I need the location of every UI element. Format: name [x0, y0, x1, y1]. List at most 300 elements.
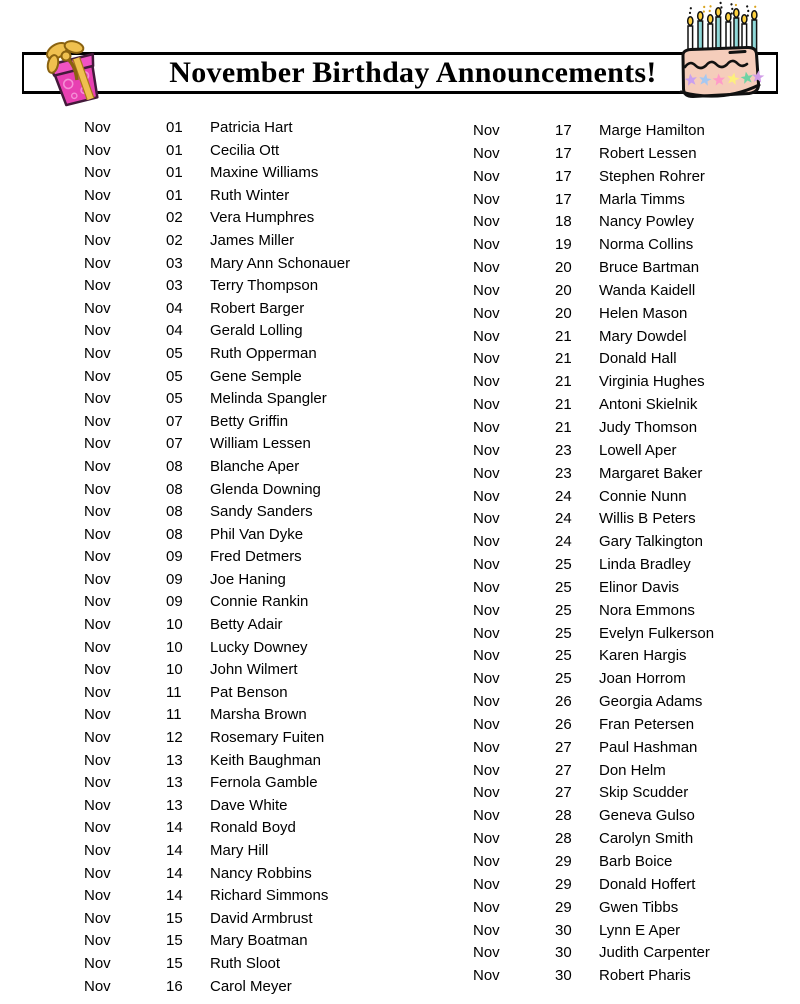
birthday-day: 08 [166, 503, 183, 521]
birthday-day: 18 [555, 213, 572, 231]
birthday-month: Nov [84, 774, 111, 792]
birthday-day: 19 [555, 236, 572, 254]
birthday-day: 25 [555, 670, 572, 688]
birthday-month: Nov [473, 533, 500, 551]
birthday-row [84, 704, 350, 727]
birthday-month: Nov [473, 670, 500, 688]
birthday-month: Nov [84, 819, 111, 837]
birthday-row [473, 714, 714, 737]
birthday-day: 05 [166, 344, 183, 362]
birthday-day: 23 [555, 441, 572, 459]
birthday-row [84, 976, 350, 999]
birthday-month: Nov [473, 875, 500, 893]
birthday-name: Nancy Robbins [210, 864, 312, 882]
birthday-cake-icon [652, 0, 792, 108]
birthday-day: 04 [166, 299, 183, 317]
birthday-name: Linda Bradley [599, 556, 691, 574]
birthday-name: Lucky Downey [210, 638, 308, 656]
birthday-row [473, 577, 714, 600]
birthday-day: 20 [555, 281, 572, 299]
birthday-month: Nov [84, 796, 111, 814]
birthday-month: Nov [84, 299, 111, 317]
birthday-row [84, 230, 350, 253]
birthday-name: John Wilmert [210, 661, 298, 679]
birthday-row [473, 828, 714, 851]
birthday-month: Nov [473, 830, 500, 848]
birthday-name: David Armbrust [210, 909, 313, 927]
birthday-day: 21 [555, 396, 572, 414]
birthday-day: 01 [166, 141, 183, 159]
birthday-name: Pat Benson [210, 683, 288, 701]
birthday-day: 24 [555, 510, 572, 528]
birthday-row [84, 456, 350, 479]
birthday-row [473, 645, 714, 668]
birthday-row [473, 303, 714, 326]
birthday-month: Nov [84, 954, 111, 972]
birthday-row [473, 417, 714, 440]
birthday-name: Carolyn Smith [599, 830, 694, 848]
birthday-list-column-left [84, 117, 350, 998]
birthday-month: Nov [84, 254, 111, 272]
birthday-row [84, 388, 350, 411]
birthday-day: 17 [555, 122, 572, 139]
birthday-month: Nov [84, 344, 111, 362]
birthday-name: Robert Barger [210, 299, 305, 317]
birthday-month: Nov [473, 921, 500, 939]
birthday-row [84, 320, 350, 343]
birthday-row [473, 851, 714, 874]
birthday-month: Nov [473, 510, 500, 528]
birthday-day: 05 [166, 367, 183, 385]
birthday-day: 04 [166, 322, 183, 340]
birthday-month: Nov [84, 683, 111, 701]
birthday-day: 15 [166, 909, 183, 927]
birthday-name: William Lessen [210, 435, 311, 453]
birthday-day: 25 [555, 624, 572, 642]
birthday-name: Wanda Kaidell [599, 281, 696, 299]
birthday-row [473, 211, 714, 234]
birthday-name: Virginia Hughes [599, 373, 705, 391]
birthday-month: Nov [473, 327, 500, 345]
birthday-name: Elinor Davis [599, 578, 680, 596]
birthday-row [473, 120, 714, 143]
birthday-month: Nov [473, 693, 500, 711]
birthday-name: James Miller [210, 231, 295, 249]
birthday-name: Ronald Boyd [210, 819, 296, 837]
birthday-row [473, 143, 714, 166]
birthday-row [473, 326, 714, 349]
birthday-row [473, 782, 714, 805]
birthday-row [84, 546, 350, 569]
birthday-month: Nov [473, 647, 500, 665]
birthday-name: Donald Hoffert [599, 875, 696, 893]
birthday-day: 14 [166, 842, 183, 859]
birthday-month: Nov [473, 281, 500, 299]
birthday-month: Nov [473, 122, 500, 139]
birthday-month: Nov [84, 119, 111, 136]
birthday-month: Nov [84, 661, 111, 679]
birthday-row [473, 394, 714, 417]
birthday-day: 14 [166, 819, 183, 837]
birthday-month: Nov [84, 570, 111, 588]
birthday-row [84, 162, 350, 185]
birthday-month: Nov [473, 784, 500, 802]
birthday-name: Mary Dowdel [599, 327, 687, 345]
birthday-row [473, 942, 714, 965]
birthday-day: 25 [555, 601, 572, 619]
birthday-day: 10 [166, 638, 183, 656]
birthday-row [84, 795, 350, 818]
birthday-day: 02 [166, 209, 183, 227]
birthday-month: Nov [84, 525, 111, 543]
birthday-name: Paul Hashman [599, 738, 698, 756]
birthday-month: Nov [84, 209, 111, 227]
birthday-row [473, 234, 714, 257]
birthday-day: 13 [166, 796, 183, 814]
gift-icon-svg [38, 36, 112, 108]
birthday-row [473, 189, 714, 212]
birthday-month: Nov [473, 190, 500, 208]
birthday-month: Nov [473, 464, 500, 482]
birthday-name: Connie Nunn [599, 487, 687, 505]
birthday-month: Nov [84, 977, 111, 995]
birthday-day: 11 [166, 683, 182, 701]
birthday-name: Melinda Spangler [210, 390, 327, 408]
birthday-name: Mary Boatman [210, 932, 308, 950]
birthday-name: Ruth Opperman [210, 344, 317, 362]
birthday-day: 11 [166, 706, 182, 724]
birthday-name: Marsha Brown [210, 706, 307, 724]
birthday-day: 01 [166, 164, 183, 182]
birthday-month: Nov [84, 729, 111, 747]
birthday-month: Nov [473, 236, 500, 254]
birthday-day: 12 [166, 729, 183, 747]
birthday-name: Phil Van Dyke [210, 525, 304, 543]
birthday-month: Nov [473, 761, 500, 779]
birthday-day: 09 [166, 570, 183, 588]
birthday-month: Nov [473, 396, 500, 414]
birthday-row [84, 614, 350, 637]
birthday-month: Nov [84, 164, 111, 182]
birthday-month: Nov [84, 864, 111, 882]
birthday-name: Carol Meyer [210, 977, 292, 995]
birthday-row [84, 817, 350, 840]
birthday-day: 17 [555, 167, 572, 185]
birthday-row [473, 805, 714, 828]
birthday-row [84, 207, 350, 230]
birthday-name: Judith Carpenter [599, 944, 710, 962]
birthday-row [473, 600, 714, 623]
birthday-name: Barb Boice [599, 853, 673, 870]
birthday-day: 20 [555, 304, 572, 322]
birthday-row [473, 623, 714, 646]
birthday-month: Nov [473, 213, 500, 231]
birthday-month: Nov [84, 842, 111, 859]
birthday-month: Nov [473, 487, 500, 505]
birthday-row [473, 348, 714, 371]
birthday-name: Ruth Winter [210, 186, 290, 204]
birthday-month: Nov [84, 638, 111, 656]
birthday-row [84, 750, 350, 773]
birthday-row [84, 772, 350, 795]
birthday-day: 27 [555, 738, 572, 756]
birthday-month: Nov [84, 480, 111, 498]
birthday-month: Nov [473, 738, 500, 756]
birthday-month: Nov [473, 601, 500, 619]
birthday-row [84, 591, 350, 614]
birthday-day: 14 [166, 864, 183, 882]
birthday-day: 10 [166, 661, 183, 679]
birthday-row [84, 501, 350, 524]
birthday-day: 17 [555, 144, 572, 162]
birthday-day: 01 [166, 186, 183, 204]
birthday-month: Nov [473, 898, 500, 916]
birthday-name: Fernola Gamble [210, 774, 318, 792]
birthday-name: Joan Horrom [599, 670, 686, 688]
birthday-name: Gerald Lolling [210, 322, 303, 340]
page-title: November Birthday Announcements! [169, 56, 657, 89]
birthday-row [84, 930, 350, 953]
birthday-month: Nov [84, 141, 111, 159]
birthday-month: Nov [473, 441, 500, 459]
birthday-name: Helen Mason [599, 304, 688, 322]
birthday-day: 28 [555, 830, 572, 848]
birthday-row [84, 840, 350, 863]
birthday-month: Nov [84, 322, 111, 340]
birthday-day: 25 [555, 647, 572, 665]
birthday-name: Bruce Bartman [599, 259, 700, 277]
birthday-day: 20 [555, 259, 572, 277]
birthday-month: Nov [84, 390, 111, 408]
birthday-row [473, 691, 714, 714]
birthday-month: Nov [473, 259, 500, 277]
birthday-day: 21 [555, 327, 572, 345]
birthday-day: 03 [166, 254, 183, 272]
birthday-row [84, 569, 350, 592]
birthday-name: Gwen Tibbs [599, 898, 679, 916]
birthday-name: Joe Haning [210, 570, 286, 588]
birthday-name: Nora Emmons [599, 601, 695, 619]
birthday-month: Nov [473, 807, 500, 825]
birthday-day: 08 [166, 525, 183, 543]
birthday-row [84, 524, 350, 547]
birthday-day: 14 [166, 887, 183, 905]
birthday-day: 16 [166, 977, 183, 995]
birthday-row [84, 411, 350, 434]
birthday-name: Gary Talkington [599, 533, 703, 551]
birthday-month: Nov [84, 412, 111, 430]
birthday-month: Nov [473, 167, 500, 185]
birthday-day: 27 [555, 761, 572, 779]
birthday-day: 07 [166, 435, 183, 453]
birthday-name: Stephen Rohrer [599, 167, 705, 185]
birthday-name: Vera Humphres [210, 209, 315, 227]
birthday-row [473, 166, 714, 189]
birthday-month: Nov [84, 751, 111, 769]
birthday-month: Nov [473, 144, 500, 162]
birthday-day: 05 [166, 390, 183, 408]
birthday-name: Maxine Williams [210, 164, 319, 182]
birthday-month: Nov [473, 350, 500, 368]
birthday-name: Gene Semple [210, 367, 302, 385]
birthday-month: Nov [84, 231, 111, 249]
birthday-row [473, 668, 714, 691]
birthday-month: Nov [84, 932, 111, 950]
birthday-row [84, 479, 350, 502]
birthday-row [473, 760, 714, 783]
birthday-day: 28 [555, 807, 572, 825]
birthday-month: Nov [473, 578, 500, 596]
birthday-name: Willis B Peters [599, 510, 696, 528]
birthday-row [84, 908, 350, 931]
birthday-month: Nov [84, 909, 111, 927]
birthday-day: 26 [555, 715, 572, 733]
birthday-month: Nov [84, 706, 111, 724]
gift-icon [38, 36, 112, 108]
birthday-row [84, 275, 350, 298]
birthday-row [84, 185, 350, 208]
birthday-day: 30 [555, 967, 572, 985]
birthday-day: 13 [166, 774, 183, 792]
birthday-row [84, 953, 350, 976]
birthday-day: 08 [166, 457, 183, 475]
birthday-day: 27 [555, 784, 572, 802]
birthday-day: 21 [555, 373, 572, 391]
birthday-name: Lynn E Aper [599, 921, 681, 939]
birthday-name: Ruth Sloot [210, 954, 281, 972]
birthday-day: 03 [166, 277, 183, 295]
birthday-row [84, 727, 350, 750]
birthday-name: Lowell Aper [599, 441, 677, 459]
birthday-name: Richard Simmons [210, 887, 329, 905]
birthday-name: Mary Ann Schonauer [210, 254, 351, 272]
birthday-name: Antoni Skielnik [599, 396, 698, 414]
birthday-row [84, 253, 350, 276]
birthday-name: Geneva Gulso [599, 807, 695, 825]
birthday-day: 30 [555, 921, 572, 939]
birthday-row [84, 298, 350, 321]
birthday-row [84, 659, 350, 682]
birthday-day: 08 [166, 480, 183, 498]
birthday-day: 10 [166, 616, 183, 634]
birthday-row [473, 371, 714, 394]
birthday-name: Betty Griffin [210, 412, 289, 430]
birthday-day: 09 [166, 593, 183, 611]
birthday-cake-icon-svg [652, 0, 792, 108]
birthday-day: 29 [555, 875, 572, 893]
birthday-row [473, 897, 714, 920]
birthday-name: Donald Hall [599, 350, 677, 368]
birthday-name: Betty Adair [210, 616, 283, 634]
birthday-name: Fred Detmers [210, 548, 302, 566]
birthday-month: Nov [84, 887, 111, 905]
birthday-name: Cecilia Ott [210, 141, 280, 159]
birthday-name: Sandy Sanders [210, 503, 313, 521]
birthday-name: Terry Thompson [210, 277, 319, 295]
birthday-day: 24 [555, 487, 572, 505]
birthday-row [473, 440, 714, 463]
birthday-name: Georgia Adams [599, 693, 703, 711]
birthday-row [84, 637, 350, 660]
birthday-day: 17 [555, 190, 572, 208]
birthday-row [84, 885, 350, 908]
birthday-day: 15 [166, 932, 183, 950]
birthday-day: 07 [166, 412, 183, 430]
birthday-name: Patricia Hart [210, 119, 293, 136]
birthday-day: 23 [555, 464, 572, 482]
birthday-name: Robert Lessen [599, 144, 697, 162]
birthday-month: Nov [84, 548, 111, 566]
birthday-row [473, 920, 714, 943]
birthday-month: Nov [473, 624, 500, 642]
birthday-row [84, 682, 350, 705]
birthday-month: Nov [84, 593, 111, 611]
birthday-name: Fran Petersen [599, 715, 695, 733]
birthday-day: 25 [555, 556, 572, 574]
birthday-row [473, 554, 714, 577]
birthday-name: Glenda Downing [210, 480, 321, 498]
birthday-month: Nov [473, 853, 500, 870]
birthday-name: Don Helm [599, 761, 666, 779]
birthday-row [84, 433, 350, 456]
birthday-row [473, 965, 714, 988]
birthday-name: Evelyn Fulkerson [599, 624, 715, 642]
birthday-day: 15 [166, 954, 183, 972]
birthday-row [84, 863, 350, 886]
birthday-row [473, 280, 714, 303]
birthday-day: 26 [555, 693, 572, 711]
birthday-name: Judy Thomson [599, 418, 698, 436]
birthday-day: 09 [166, 548, 183, 566]
birthday-day: 24 [555, 533, 572, 551]
birthday-day: 25 [555, 578, 572, 596]
birthday-day: 29 [555, 898, 572, 916]
birthday-name: Skip Scudder [599, 784, 689, 802]
birthday-month: Nov [84, 616, 111, 634]
birthday-name: Karen Hargis [599, 647, 687, 665]
birthday-row [473, 486, 714, 509]
birthday-month: Nov [473, 418, 500, 436]
birthday-month: Nov [84, 277, 111, 295]
birthday-month: Nov [473, 944, 500, 962]
birthday-row [84, 140, 350, 163]
birthday-row [473, 508, 714, 531]
birthday-name: Dave White [210, 796, 288, 814]
birthday-name: Keith Baughman [210, 751, 321, 769]
birthday-name: Norma Collins [599, 236, 694, 254]
birthday-name: Marge Hamilton [599, 122, 705, 139]
birthday-month: Nov [84, 503, 111, 521]
birthday-day: 13 [166, 751, 183, 769]
birthday-row [84, 366, 350, 389]
birthday-name: Blanche Aper [210, 457, 300, 475]
birthday-day: 30 [555, 944, 572, 962]
birthday-name: Connie Rankin [210, 593, 309, 611]
birthday-month: Nov [84, 435, 111, 453]
birthday-month: Nov [84, 186, 111, 204]
birthday-month: Nov [473, 304, 500, 322]
birthday-name: Robert Pharis [599, 967, 691, 985]
birthday-month: Nov [473, 373, 500, 391]
birthday-name: Margaret Baker [599, 464, 703, 482]
birthday-month: Nov [473, 556, 500, 574]
birthday-month: Nov [84, 367, 111, 385]
birthday-name: Rosemary Fuiten [210, 729, 325, 747]
birthday-day: 01 [166, 119, 183, 136]
birthday-row [84, 343, 350, 366]
birthday-list-column-right [473, 120, 714, 988]
birthday-day: 02 [166, 231, 183, 249]
